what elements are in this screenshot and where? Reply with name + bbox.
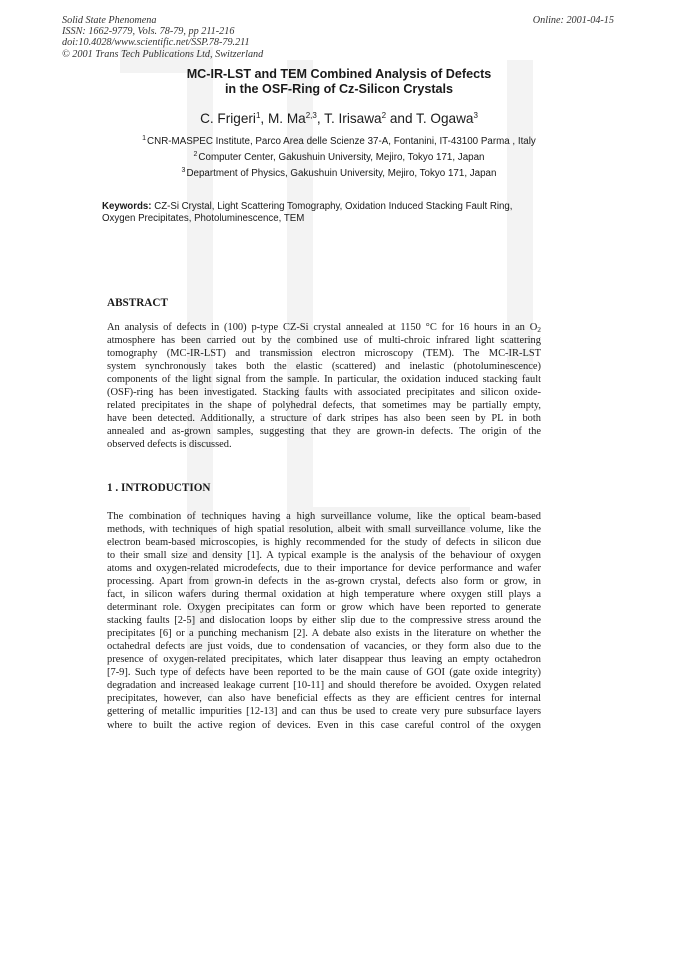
affiliation-sup: 2 (193, 151, 198, 158)
affiliation-sup: 3 (181, 167, 186, 174)
author-sup: 2,3 (305, 111, 317, 120)
intro-line: determinant role. Oxygen precipitates can form or grow which have been reported to generate (107, 602, 541, 614)
title-line-2: in the OSF-Ring of Cz-Silicon Crystals (224, 82, 454, 96)
author-name: M. Ma (267, 111, 306, 126)
intro-line: methods, with techniques of high spatial resolution, albeit with small surveillance volume, like the (107, 524, 541, 536)
affiliation-text: Computer Center, Gakushuin University, Mejiro, Tokyo 171, Japan (198, 152, 485, 163)
o2-subscript: 2 (537, 325, 541, 334)
affiliation-2 (0, 151, 678, 163)
author-separator: and (386, 111, 417, 126)
abstract-line: atmosphere has been carried out by the combined use of multi-chroic infrared light scattering (107, 335, 541, 347)
abstract-line: related precipitates in the shape of polyhedral defects, that sometimes may be partially empty, (107, 400, 541, 412)
intro-line: degradation and increased leakage current [10-11] and should therefore be avoided. Oxygen related (107, 680, 541, 692)
abstract-line: observed defects is discussed. (107, 439, 232, 451)
affiliation-sup: 1 (142, 135, 147, 142)
author-separator: , (260, 111, 268, 126)
affiliation-text: CNR-MASPEC Institute, Parco Area delle Scienze 37-A, Fontanini, IT-43100 Parma , Italy (147, 136, 536, 147)
online-date: Online: 2001-04-15 (532, 15, 614, 26)
keywords-text: CZ-Si Crystal, Light Scattering Tomography, Oxidation Induced Stacking Fault Ring, Oxygen Precipitates, Photoluminescence, TEM (102, 201, 513, 224)
author-name: C. Frigeri (200, 111, 256, 126)
introduction-body (107, 510, 541, 732)
intro-line: presence of oxygen-related precipitates, which later disappear thus leaving an empty octahedron (107, 654, 541, 666)
affiliation-text: Department of Physics, Gakushuin University, Mejiro, Tokyo 171, Japan (186, 168, 497, 179)
intro-line: to their small size and density [1]. A typical example is the analysis of the behaviour of oxygen (107, 550, 541, 562)
abstract-line: An analysis of defects in (100) p-type CZ-Si crystal annealed at 1150 °C for 16 hours in an $O_2$ (107, 322, 541, 334)
intro-line: fact, in silicon wafers during thermal oxidation at high temperature where oxygen still plays a (107, 589, 541, 601)
intro-line: processing. Apart from grown-in defects in the as-grown crystal, defects also form or grow, in (107, 576, 541, 588)
abstract-line: components of the light signal from the sample. In particular, the oxidation induced stacking fault (107, 374, 541, 386)
author-sup: 1 (255, 111, 261, 120)
abstract-line: tomography (MC-IR-LST) and transmission electron microscopy (TEM). The MC-IR-LST (107, 348, 541, 360)
keywords-label: Keywords: (102, 201, 152, 212)
doi-link[interactable]: doi:10.4028/www.scientific.net/SSP.78-79.211 (62, 37, 250, 49)
abstract-heading: ABSTRACT (107, 297, 168, 309)
intro-line: [7-9]. Such type of defects have been reported to be the main cause of GOI (gate oxide integrity) (107, 667, 541, 679)
intro-line: precipitates [6] or a punching mechanism [2]. A debate also exists in the literature on whether the (107, 628, 541, 640)
intro-line: atoms and oxygen-related microdefects, due to their importance for device performance and wafer (107, 563, 541, 575)
journal-meta (62, 15, 263, 60)
abstract-line: annealed and as-grown samples, suggesting that they are grown-in defects. The origin of the (107, 426, 541, 438)
abstract-line: (OSF)-ring has been investigated. Stacking faults with associated precipitates and silicon oxide- (107, 387, 541, 399)
intro-line: octahedral defects are just voids, due to condensation of vacancies, or they form also due to the (107, 641, 541, 653)
abstract-line: have been detected. Additionally, a structure of dark stripes has also been seen by PL in both (107, 413, 541, 425)
keywords (102, 201, 542, 225)
affiliation-1 (0, 135, 678, 147)
author-name: T. Irisawa (324, 111, 382, 126)
intro-line: where to built the active region of devices. Even in this case careful control of the oxygen (107, 719, 541, 731)
author-list (0, 111, 678, 126)
title-line-1: MC-IR-LST and TEM Combined Analysis of Defects (186, 67, 492, 81)
affiliation-3 (0, 167, 678, 179)
issn-line: ISSN: 1662-9779, Vols. 78-79, pp 211-216 (62, 26, 235, 38)
intro-line: electron beam-based microscopies, is highly recommended for the study of defects in silicon due (107, 537, 541, 549)
intro-line: gettering of metallic impurities [12-13] and can thus be used to create very pure subsurface layers (107, 706, 541, 718)
copyright-line: © 2001 Trans Tech Publications Ltd, Switzerland (62, 48, 264, 60)
abstract-line: system synchronously takes both the elastic (scattered) and inelastic (photoluminescence) (107, 361, 541, 373)
introduction-heading: 1 . INTRODUCTION (107, 482, 211, 494)
author-separator: , (316, 111, 325, 126)
author-sup: 2 (381, 111, 387, 120)
journal-name: Solid State Phenomena (62, 15, 157, 26)
intro-line: stacking faults [2-5] and dislocation loops by either slip due to the compressive stress around the (107, 615, 541, 627)
author-sup: 3 (473, 111, 478, 120)
author-name: T. Ogawa (416, 111, 474, 126)
intro-line: The combination of techniques having a high surveillance volume, like the optical beam-based (107, 511, 541, 522)
paper-title (0, 67, 678, 97)
abstract-body (107, 321, 541, 451)
intro-line: precipitates, however, can also have beneficial effects as they are efficient centres for internal (107, 693, 541, 705)
